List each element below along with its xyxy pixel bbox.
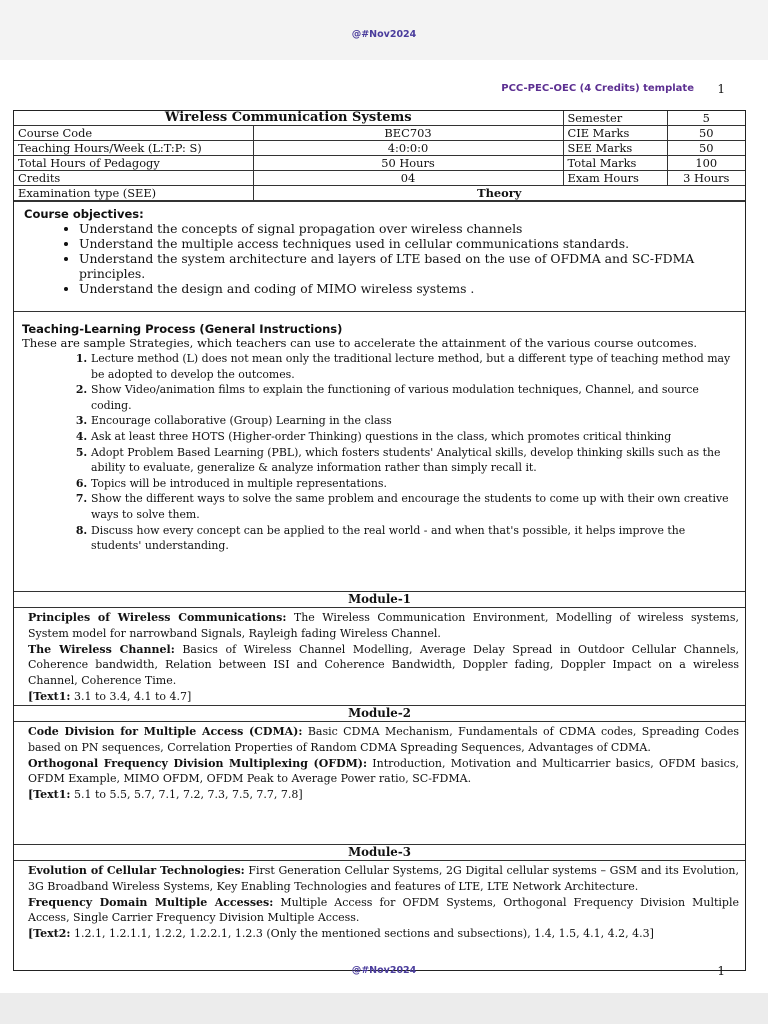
objectives-list	[24, 221, 735, 296]
footer-tag: @#Nov2024	[351, 965, 417, 976]
topic-heading: Frequency Domain Multiple Accesses:	[28, 895, 274, 909]
row-right-value: 100	[667, 156, 745, 171]
list-item: 4. Ask at least three HOTS (Higher-order Thinking) questions in the class, which promotes critical thinking	[91, 429, 737, 445]
list-item: • Understand the multiple access techniques used in cellular communications standards.	[79, 236, 735, 251]
module-body	[14, 608, 745, 705]
row-right-value: 50	[667, 141, 745, 156]
row-value: 04	[253, 171, 563, 186]
list-item: 3. Encourage collaborative (Group) Learning in the class	[91, 413, 737, 429]
row-value: 50 Hours	[253, 156, 563, 171]
teaching-intro: These are sample Strategies, which teachers can use to accelerate the attainment of the various course outcomes.	[22, 336, 698, 350]
course-title: Wireless Communication Systems	[14, 111, 563, 126]
module-paragraph	[28, 787, 739, 803]
module-paragraph	[28, 926, 739, 942]
topic-text: Introduction, Motivation and Multicarrier basics, OFDM basics, OFDM Example, MIMO OFDM, OFDM Peak to Average Power ratio, SC-FDMA.	[28, 756, 739, 786]
list-item: 7. Show the different ways to solve the same problem and encourage the students to come up with their own creative ways to solve them.	[91, 491, 737, 522]
page-number: 1	[717, 82, 725, 96]
topic-heading: Orthogonal Frequency Division Multiplexing (OFDM):	[28, 756, 368, 770]
table-row	[14, 171, 745, 186]
list-item: 2. Show Video/animation films to explain the functioning of various modulation techniques, Channel, and source coding.	[91, 382, 737, 413]
module-paragraph	[28, 610, 739, 642]
reference-text: 1.2.1, 1.2.1.1, 1.2.2, 1.2.2.1, 1.2.3 (Only the mentioned sections and subsections), 1.4, 1.5, 4.1, 4.2, 4.3]	[70, 927, 654, 941]
table-row	[14, 141, 745, 156]
row-label: Total Hours of Pedagogy	[14, 156, 253, 171]
list-item: • Understand the design and coding of MIMO wireless systems .	[79, 281, 735, 296]
template-label: PCC-PEC-OEC (4 Credits) template	[501, 83, 694, 94]
list-item: 8. Discuss how every concept can be applied to the real world - and when that's possible, it helps improve the students' understanding.	[91, 523, 737, 554]
table-row	[14, 111, 745, 126]
topic-text: Multiple Access for OFDM Systems, Orthogonal Frequency Division Multiple Access, Single Carrier Frequency Division Multiple Access.	[28, 895, 740, 925]
module-paragraph	[28, 863, 739, 895]
row-value: BEC703	[253, 126, 563, 141]
row-label: Teaching Hours/Week (L:T:P: S)	[14, 141, 253, 156]
text-reference: [Text1:	[28, 788, 71, 802]
reference-text: 5.1 to 5.5, 5.7, 7.1, 7.2, 7.3, 7.5, 7.7, 7.8]	[70, 788, 303, 802]
row-label: Credits	[14, 171, 253, 186]
row-right-label: Exam Hours	[563, 171, 667, 186]
row-right-value: 3 Hours	[667, 171, 745, 186]
topic-text: Basic CDMA Mechanism, Fundamentals of CDMA codes, Spreading Codes based on PN sequences, Correlation Properties of Random CDMA Spreading Sequences, Advantages of CDMA.	[28, 725, 739, 754]
footer-page-number: 1	[717, 964, 725, 978]
objectives-heading: Course objectives:	[24, 207, 144, 221]
exam-type-label: Examination type (SEE)	[14, 186, 253, 201]
topic-text: First Generation Cellular Systems, 2G Digital cellular systems – GSM and its Evolution, 3G Broadband Wireless Systems, Key Enabling Technologies and features of LTE, LTE Network Architecture.	[28, 864, 739, 893]
text-reference: [Text2:	[28, 927, 71, 941]
row-right-label: Total Marks	[563, 156, 667, 171]
topic-text: Basics of Wireless Channel Modelling, Average Delay Spread in Outdoor Cellular Channels, Coherence bandwidth, Relation between ISI and Coherence Bandwidth, Doppler fading, Doppler Impact on a wireless Channel, Coherence Time.	[28, 642, 739, 688]
syllabus-frame	[13, 110, 746, 971]
header-tag: @#Nov2024	[351, 29, 417, 40]
exam-type-value: Theory	[253, 186, 745, 201]
text-reference: [Text1:	[28, 689, 71, 703]
table-row	[14, 186, 745, 201]
topic-heading: The Wireless Channel:	[28, 642, 175, 656]
list-item: 1. Lecture method (L) does not mean only the traditional lecture method, but a different type of teaching method may be adopted to develop the outcomes.	[91, 351, 737, 382]
row-right-value: 50	[667, 126, 745, 141]
module-paragraph	[28, 895, 739, 927]
row-right-label: CIE Marks	[563, 126, 667, 141]
module-body	[14, 861, 745, 970]
teaching-list	[22, 351, 737, 554]
reference-text: 3.1 to 3.4, 4.1 to 4.7]	[70, 689, 192, 703]
list-item: 6. Topics will be introduced in multiple representations.	[91, 476, 737, 492]
module-paragraph	[28, 689, 739, 705]
semester-label: Semester	[563, 111, 667, 126]
course-info-table	[14, 111, 745, 201]
topic-text: The Wireless Communication Environment, Modelling of wireless systems, System model for narrowband Signals, Rayleigh fading Wireless Channel.	[28, 611, 739, 640]
row-right-label: SEE Marks	[563, 141, 667, 156]
module-paragraph	[28, 642, 739, 689]
course-objectives	[14, 201, 745, 311]
module-body	[14, 722, 745, 844]
list-item: 5. Adopt Problem Based Learning (PBL), which fosters students' Analytical skills, develop thinking skills such as the ability to evaluate, generalize & analyze information rather than simply recall it.	[91, 445, 737, 476]
table-row	[14, 156, 745, 171]
module-title: Module-2	[14, 705, 745, 722]
topic-heading: Code Division for Multiple Access (CDMA):	[28, 725, 303, 738]
module-paragraph	[28, 756, 739, 788]
module-paragraph	[28, 724, 739, 756]
module-title: Module-1	[14, 591, 745, 608]
semester-value: 5	[667, 111, 745, 126]
table-row	[14, 126, 745, 141]
topic-heading: Principles of Wireless Communications:	[28, 611, 287, 624]
teaching-learning-process	[14, 311, 745, 591]
row-label: Course Code	[14, 126, 253, 141]
list-item: • Understand the concepts of signal propagation over wireless channels	[79, 221, 735, 236]
topic-heading: Evolution of Cellular Technologies:	[28, 864, 245, 877]
teaching-heading: Teaching-Learning Process (General Instructions)	[22, 322, 343, 336]
list-item: • Understand the system architecture and layers of LTE based on the use of OFDMA and SC-FDMA principles.	[79, 251, 735, 281]
document-page	[0, 60, 768, 993]
row-value: 4:0:0:0	[253, 141, 563, 156]
module-title: Module-3	[14, 844, 745, 861]
